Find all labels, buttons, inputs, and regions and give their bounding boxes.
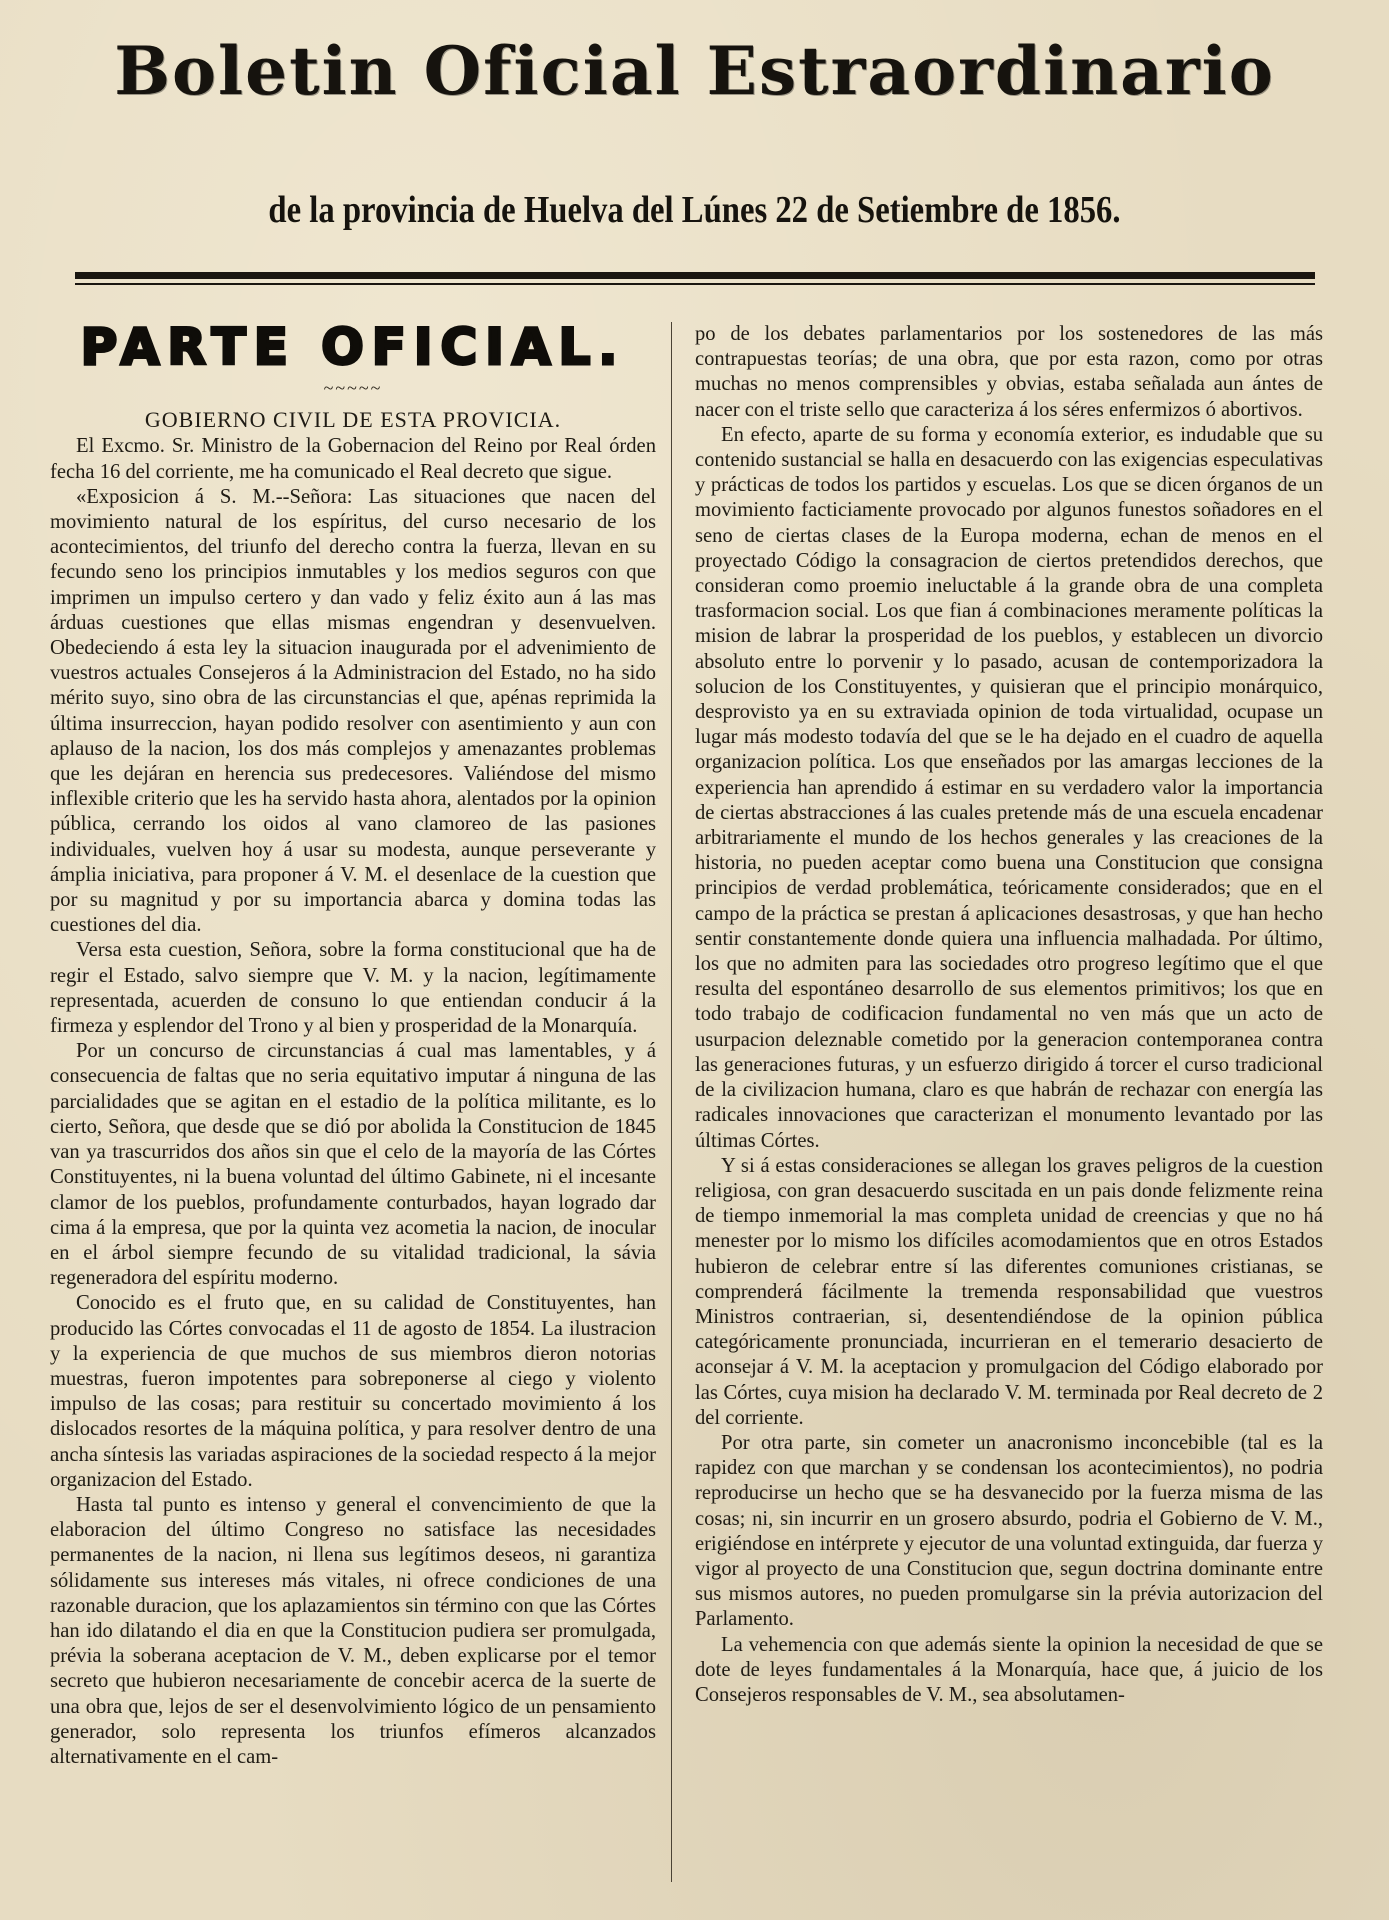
paragraph: Por un concurso de circunstancias á cual mas lamentables, y á consecuencia de faltas que no seria equitativo imputar á ninguna de las parcialidades que se agitan en el estadio de la política militante, es lo cierto, Señora, que desde que se dió por abolida la Constitucion de 1845 van ya trascurridos dos años sin que el celo de la mayoría de las Córtes Constituyentes, ni la buena voluntad del último Gabinete, ni el incesante clamor de los pueblos, profundamente conturbados, hayan logrado dar cima á la empresa, que por la quinta vez acometia la nacion, de inocular en el árbol siempre fecundo de su vitalidad tradicional, la sávia regeneradora del espíritu moderno. [50,1040,656,1290]
government-heading: GOBIERNO CIVIL DE ESTA PROVICIA. [144,407,562,433]
paragraph: La vehemencia con que además siente la opinion la necesidad de que se dote de leyes fundamentales á la Monarquía, hace que, á juicio de los Consejeros responsables de V. M., sea absolutamen- [695,1633,1323,1706]
paragraph: po de los debates parlamentarios por los sostenedores de las más contrapuestas teorías; de una obra, que por esta razon, como por otras muchas no menos comprensibles y obvias, estaba señalada aun ántes de nacer con el triste sello que caracteriza á los séres enfermizos ó abortivos. [695,323,1323,421]
paragraph: El Excmo. Sr. Ministro de la Gobernacion del Reino por Real órden fecha 16 del corriente, me ha comunicado el Real decreto que sigue. [50,435,656,483]
masthead-rule-thin [75,283,1315,285]
masthead-rule-thick [75,272,1315,279]
paragraph: Versa esta cuestion, Señora, sobre la forma constitucional que ha de regir el Estado, salvo siempre que V. M. y la nacion, legítimamente representada, acuerden de consuno lo que entiendan conducir á la firmeza y esplendor del Trono y al bien y prosperidad de la Monarquía. [50,939,656,1038]
paragraph: Hasta tal punto es intenso y general el convencimiento de que la elaboracion del último Congreso no satisface las necesidades permanentes de la nacion, ni llena sus legítimos deseos, ni garantiza sólidamente sus intereses más vitales, ni ofrece condiciones de una razonable duracion, que los aplazamientos sin término con que las Córtes han ido dilatando el dia en que la Constitucion pudiera ser promulgada, prévia la soberana aceptacion de V. M., deben explicarse por el temor secreto que hubieron necesariamente de concebir acerca de la suerte de una obra que, lejos de ser el desenvolvimiento lógico de un pensamiento generador, solo representa los triunfos efímeros alcanzados alternativamente en el cam- [50,1493,656,1768]
column-divider [671,322,672,1882]
ornament-divider: ~~~~~ [323,378,383,398]
right-column [695,322,1323,1708]
paragraph: Conocido es el fruto que, en su calidad de Constituyentes, han producido las Córtes convocadas el 11 de agosto de 1854. La ilustracion y la experiencia de que muchos de sus miembros dieron notorias muestras, fueron impotentes para sobreponerse al ciego y violento impulso de las cosas; para restituir su concertado movimiento á los dislocados resortes de la máquina política, y para resolver dentro de una ancha síntesis las variadas aspiraciones de la sociedad respecto á la mejor organizacion del Estado. [50,1292,656,1491]
paragraph: Por otra parte, sin cometer un anacronismo inconcebible (tal es la rapidez con que marchan y se condensan los acontecimientos), no podria reproducirse un hecho que se ha desvanecido por la fuerza misma de las cosas; ni, sin incurrir en un grosero absurdo, podria el Gobierno de V. M., erigiéndose en intérprete y ejecutor de una voluntad extinguida, dar fuerza y vigor al proyecto de una Constitucion que, segun doctrina dominante entre sus mismos autores, no pueden promulgarse sin la prévia autorizacion del Parlamento. [695,1431,1323,1631]
newspaper-title: Boletin Oficial Estraordinario [114,32,1275,110]
section-heading: PARTE OFICIAL. [80,318,626,376]
left-column [50,318,656,1770]
paragraph: En efecto, aparte de su forma y economía exterior, es indudable que su contenido sustancial se halla en desacuerdo con las exigencias especulativas y prácticas de todos los partidos y escuelas. Los que se dicen órganos de un movimiento facticiamente provocado por algunos funestos soñadores en el seno de ciertas clases de la Europa moderna, echan de menos en el proyectado Código la consagracion de ciertos pretendidos derechos, que consideran como proemio ineluctable á la grande obra de una completa trasformacion social. Los que fian á combinaciones meramente políticas la mision de labrar la prosperidad de los pueblos, y establecen un divorcio absoluto entre lo porvenir y lo pasado, acusan de contemporizadora la solucion de los Constituyentes, y quisieran que el principio monárquico, desprovisto ya en su extraviada opinion de toda virtualidad, ocupase un lugar más modesto todavía del que se le ha dejado en el cuadro de aquella organizacion política. Los que enseñados por las amargas lecciones de la experiencia han aprendido á estimar en su verdadero valor la importancia de ciertas abstracciones á las cuales pretende más de una escuela encadenar arbitrariamente el mundo de los hechos generales y las creaciones de la historia, no pueden aceptar como buena una Constitucion que consigna principios de verdad problemática, teóricamente considerados; que en el campo de la práctica se prestan á aplicaciones desastrosas, y que han hecho sentir constantemente donde quiera una influencia malhadada. Por último, los que no admiten para las sociedades otro progreso legítimo que el que resulta del espontáneo desarrollo de sus elementos primitivos; los que en todo trabajo de codificacion fundamental no ven más que un acto de usurpacion deleznable cometido por la generacion contemporanea contra las generaciones futuras, y un esfuerzo dirigido á torcer el curso tradicional de la civilizacion humana, claro es que habrán de rechazar con energía las radicales innovaciones que caracterizan el monumento levantado por las últimas Córtes. [695,423,1323,1152]
paragraph: «Exposicion á S. M.--Señora: Las situaciones que nacen del movimiento natural de los espíritus, del curso necesario de los acontecimientos, del triunfo del derecho contra la fuerza, llevan en su fecundo seno los principios inmutables y los medios seguros con que imprimen un impulso certero y dan vado y feliz éxito aun á las mas árduas cuestiones que ellas mismas engendran y desenvuelven. Obedeciendo á esta ley la situacion inaugurada por el advenimiento de vuestros actuales Consejeros á la Administracion del Estado, no ha sido mérito suyo, sino obra de las circunstancias el que, apénas reprimida la última insurreccion, hayan podido resolver con asentimiento y aun con aplauso de la nacion, los dos más complejos y amenazantes problemas que les dejáran en herencia sus predecesores. Valiéndose del mismo inflexible criterio que les ha servido hasta ahora, alentados por la opinion pública, cerrando los oidos al vano clamoreo de las pasiones individuales, vuelven hoy á usar su modesta, aunque perseverante y ámplia iniciativa, para proponer á V. M. el desenlace de la cuestion que por su magnitud y por su importancia abarca y domina todas las cuestiones del dia. [50,485,656,937]
paragraph: Y si á estas consideraciones se allegan los graves peligros de la cuestion religiosa, con gran desacuerdo suscitada en un pais donde felizmente reina de tiempo inmemorial la mas completa unidad de creencias y que no há menester por lo mismo los difíciles acomodamientos que en otros Estados hubieron de celebrar entre sí las diferentes comuniones cristianas, se comprenderá fácilmente la tremenda responsabilidad que vuestros Ministros contraerian, si, desentendiéndose de la opinion pública categóricamente pronunciada, incurrieran en el temerario desacierto de aconsejar á V. M. la aceptacion y promulgacion del Código elaborado por las Córtes, cuya mision ha declarado V. M. terminada por Real decreto de 2 del corriente. [695,1154,1323,1429]
newspaper-subtitle: de la provincia de Huelva del Lúnes 22 de Setiembre de 1856. [268,189,1121,231]
